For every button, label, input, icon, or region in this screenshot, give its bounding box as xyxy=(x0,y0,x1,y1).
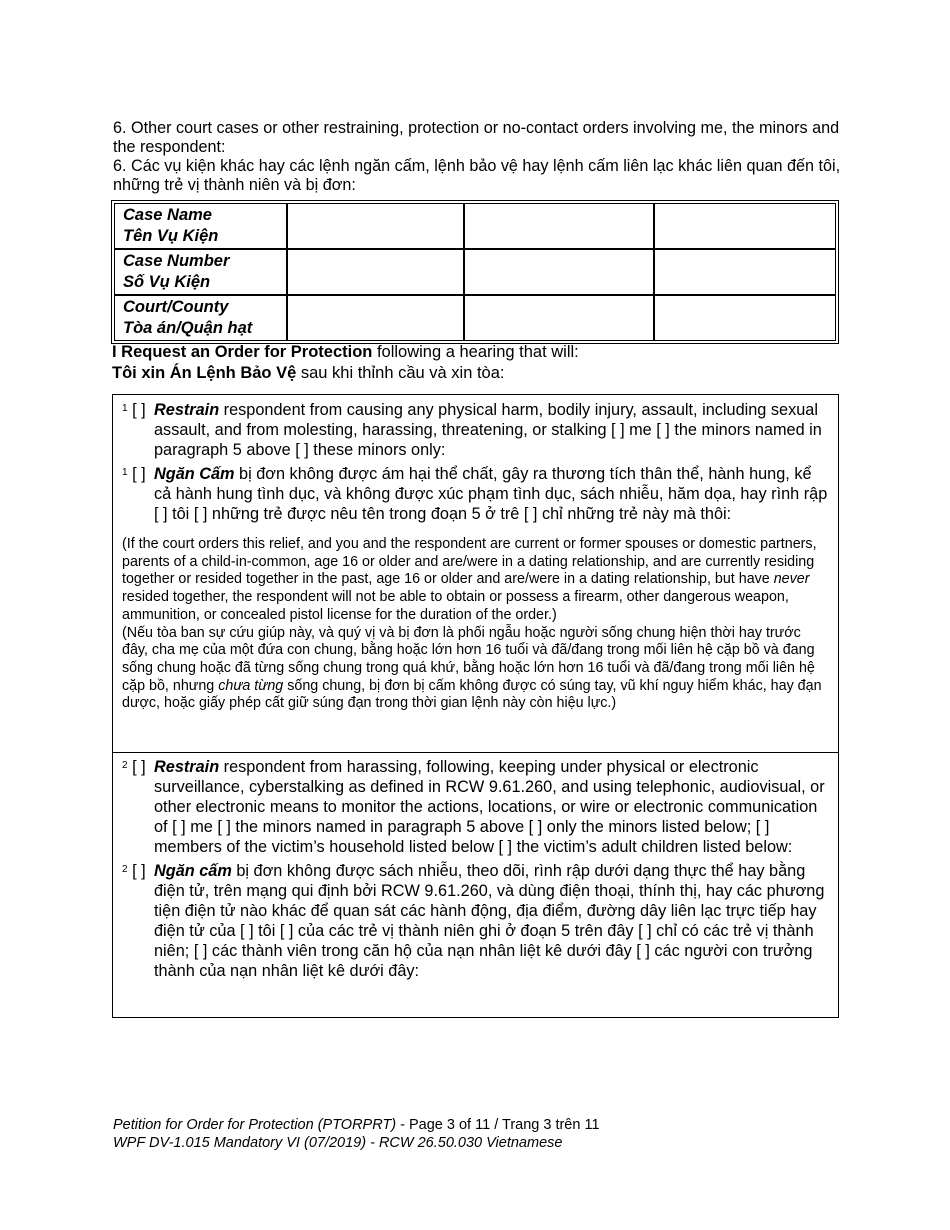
note-en-part-b: resided together, the respondent will not be able to obtain or possess a firearm, other dangerous weapon, ammunition, or concealed pistol license for the duration of the order.) xyxy=(122,589,789,623)
firearm-note-en xyxy=(122,536,830,625)
restrain-keyword: Restrain xyxy=(154,401,220,419)
case-name-cell-1[interactable] xyxy=(287,203,464,249)
note-vi-part-b: sống chung, bị đơn bị cấm không được có súng tay, vũ khí nguy hiểm khác, hay đạn dược, hoặc giấy phép cất giữ súng đạn trong thời gian lệnh này còn hiệu lực.) xyxy=(122,677,822,712)
footer-line-2: WPF DV-1.015 Mandatory VI (07/2019) - RCW 26.50.030 Vietnamese xyxy=(113,1135,563,1151)
ngan-cam-text: bị đơn không được ám hại thể chất, gây ra thương tích thân thể, hành hung, kể cả hành hung tình dục, và không được xúc phạm tình dục, sách nhiễu, hăm dọa, hay rình rập [ ] tôi [ ] những trẻ được nêu tên trong đoạn 5 ở trê [ ] chỉ những trẻ này mà thôi: xyxy=(154,465,828,523)
case-number-label-vi: Số Vụ Kiện xyxy=(123,273,211,291)
checkbox-restrain-2[interactable] xyxy=(122,757,146,777)
request-vietnamese-bold: Tôi xin Án Lệnh Bảo Vệ xyxy=(112,364,297,382)
restrain-physical-harm-box xyxy=(112,394,839,753)
intro-vietnamese: 6. Các vụ kiện khác hay các lệnh ngăn cấm, lệnh bảo vệ hay lệnh cấm liên lạc khác liên quan đến tôi, những trẻ vị thành niên và bị đơn: xyxy=(113,157,841,194)
case-number-label-en: Case Number xyxy=(123,252,230,270)
checkbox-restrain-2-vi[interactable] xyxy=(122,861,146,881)
restrain-surveillance-text: respondent from harassing, following, keeping under physical or electronic surveillance, cyberstalking as defined in RCW 9.61.260, and using telephonic, audiovisual, or other electronic means to monitor the actions, locations, or wire or electronic communication of [ ] me [ ] the minors named in paragraph 5 above [ ] only the minors listed below; [ ] members of the victim’s household listed below [ ] the victim’s adult children listed below: xyxy=(154,758,825,856)
table-row xyxy=(114,203,836,249)
request-vietnamese-rest: sau khi thỉnh cầu và xin tòa: xyxy=(296,364,505,382)
ngan-cam-surveillance-text: bị đơn không được sách nhiễu, theo dõi, rình rập dưới dạng thực thể hay bằng điện tử, trên mạng qui định bởi RCW 9.61.260, và dùng điện thoại, thính thị, hay các phương tiện điện tử nào khác để quan sát các hành động, địa điểm, đường dây liên lạc trực tiếp hay điện tử của [ ] tôi [ ] của các trẻ vị thành niên ghi ở đoạn 5 trên đây [ ] chỉ có các trẻ vị thành niên; [ ] các thành viên trong căn hộ của nạn nhân liệt kê dưới đây [ ] các người con trưởng thành của nạn nhân liệt kê dưới đây: xyxy=(154,862,825,980)
note-vi-emphasis: chưa từng xyxy=(218,677,284,694)
checkbox-brackets: [ ] xyxy=(132,758,146,776)
case-number-cell-2[interactable] xyxy=(464,249,654,295)
court-county-label-vi: Tòa án/Quận hạt xyxy=(123,319,253,337)
checkbox-brackets: [ ] xyxy=(132,465,146,483)
request-english-bold: I Request an Order for Protection xyxy=(112,343,373,361)
other-cases-table xyxy=(111,200,839,344)
footnote-marker: 2 xyxy=(122,760,128,771)
court-county-label xyxy=(114,295,287,341)
intro-english: 6. Other court cases or other restraining, protection or no-contact orders involving me, the minors and the respondent: xyxy=(113,119,840,156)
table-row xyxy=(114,249,836,295)
court-county-cell-1[interactable] xyxy=(287,295,464,341)
firearm-note-vi xyxy=(122,625,830,714)
page-footer xyxy=(113,1116,600,1152)
restrain-surveillance-vi xyxy=(113,861,838,981)
firearm-note xyxy=(122,536,830,713)
checkbox-brackets: [ ] xyxy=(132,401,146,419)
checkbox-brackets: [ ] xyxy=(132,862,146,880)
footer-line-1 xyxy=(113,1116,600,1134)
note-en-part-a: (If the court orders this relief, and you and the respondent are current or former spouses or domestic partners, parents of a child-in-common, age 16 or older and are/were in a dating relationship, and are currently residing together or resided together in the past, age 16 or older and are/were in a dating relationship, but have xyxy=(122,536,817,588)
footnote-marker: 1 xyxy=(122,467,128,478)
checkbox-restrain-1-vi[interactable] xyxy=(122,464,146,484)
case-number-cell-3[interactable] xyxy=(654,249,836,295)
restrain-surveillance-box xyxy=(112,751,839,1018)
section-6-intro xyxy=(113,119,843,195)
restrain-physical-harm-vi xyxy=(113,464,838,524)
case-name-cell-3[interactable] xyxy=(654,203,836,249)
ngan-cam-keyword: Ngăn Cấm xyxy=(154,465,235,483)
restrain-surveillance-en xyxy=(113,757,838,857)
case-number-label xyxy=(114,249,287,295)
restrain-physical-harm-en xyxy=(113,400,838,460)
footer-form-title: Petition for Order for Protection (PTORPRT) xyxy=(113,1117,397,1133)
ngan-cam-keyword: Ngăn cấm xyxy=(154,862,232,880)
note-en-emphasis: never xyxy=(773,571,810,588)
court-county-cell-2[interactable] xyxy=(464,295,654,341)
footnote-marker: 2 xyxy=(122,864,128,875)
court-county-cell-3[interactable] xyxy=(654,295,836,341)
request-english-rest: following a hearing that will: xyxy=(372,343,579,361)
restrain-text: respondent from causing any physical harm, bodily injury, assault, including sexual assault, and from molesting, harassing, threatening, or stalking [ ] me [ ] the minors named in paragraph 5 above [ ] these minors only: xyxy=(154,401,822,459)
court-county-label-en: Court/County xyxy=(123,298,229,316)
case-name-cell-2[interactable] xyxy=(464,203,654,249)
case-name-label xyxy=(114,203,287,249)
restrain-keyword: Restrain xyxy=(154,758,220,776)
request-heading xyxy=(112,342,842,384)
request-vietnamese xyxy=(112,363,842,384)
footer-page-number: - Page 3 of 11 / Trang 3 trên 11 xyxy=(396,1117,600,1133)
request-english xyxy=(112,342,842,363)
checkbox-restrain-1[interactable] xyxy=(122,400,146,420)
case-name-label-vi: Tên Vụ Kiện xyxy=(123,227,219,245)
table-row xyxy=(114,295,836,341)
case-number-cell-1[interactable] xyxy=(287,249,464,295)
footnote-marker: 1 xyxy=(122,403,128,414)
note-vi-part-a: (Nếu tòa ban sự cứu giúp này, và quý vị và bị đơn là phối ngẫu hoặc người sống chung hiện thời hay trước đây, cha mẹ của một đứa con chung, bằng hoặc lớn hơn 16 tuổi và đã/đang trong mối liên hệ cặp bồ và đang sống chung hoặc đã từng sống chung trong quá khứ, bằng hoặc lớn hơn 16 tuổi và đã/đang trong mối liên hệ cặp bồ, nhưng xyxy=(122,624,815,694)
case-name-label-en: Case Name xyxy=(123,206,212,224)
